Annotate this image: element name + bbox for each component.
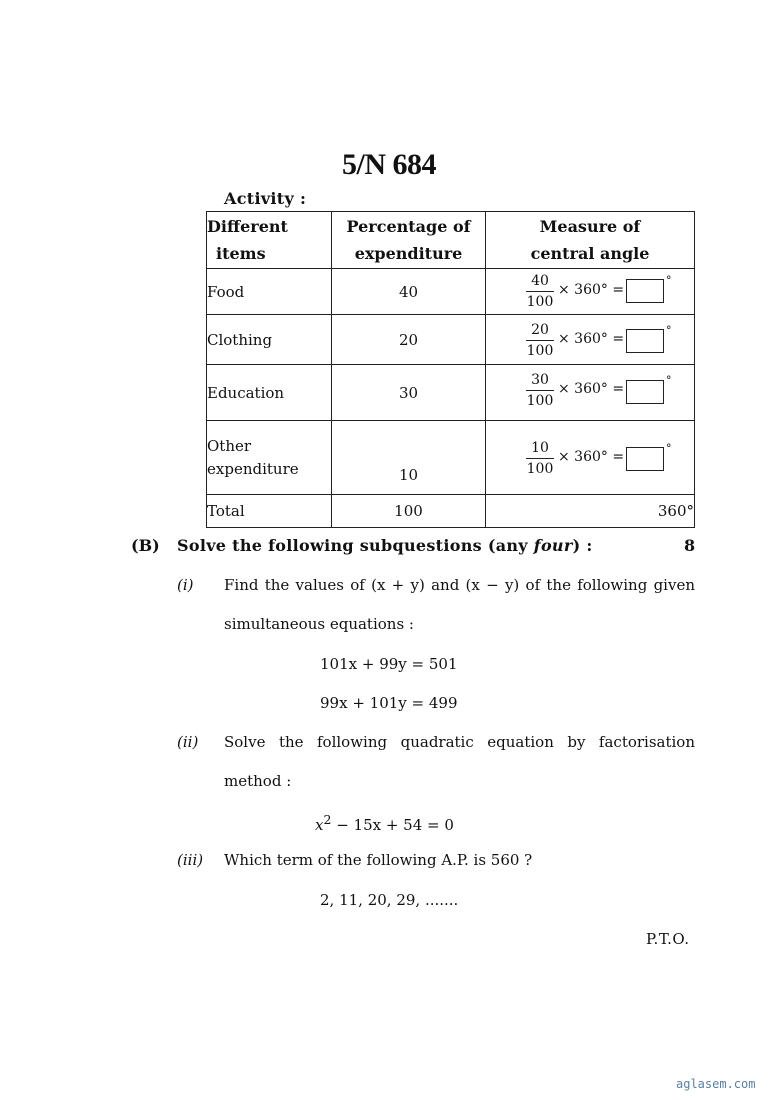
section-b-label: (B) [131,536,160,555]
fraction-denominator: 100 [526,294,554,310]
table-total-row [207,495,695,528]
table-row [207,269,695,315]
percentage-cell: 20 [332,315,486,365]
degree-symbol: ° [666,324,672,337]
total-angle: 360° [486,495,695,528]
table-row [207,315,695,365]
multiplier-text: × 360° = [558,381,625,397]
multiplier-text: × 360° = [558,449,625,465]
fraction [526,273,554,310]
degree-symbol: ° [666,374,672,387]
header-pct-line2: expenditure [354,244,463,263]
eq-variable: x [315,816,324,834]
percentage-cell: 30 [332,365,486,421]
degree-symbol: ° [666,442,672,455]
question-number: (iii) [177,851,204,869]
quadratic-equation [315,812,454,834]
question-number: (i) [177,576,194,594]
item-cell: Education [207,365,332,421]
angle-cell [486,269,695,315]
item-line2: expenditure [207,459,299,478]
header-angle-line2: central angle [530,244,650,263]
fraction-denominator: 100 [526,393,554,409]
instruction-emphasis: four [533,536,573,555]
percentage-cell: 10 [332,421,486,495]
header-items [207,212,332,269]
header-angle-line1: Measure of [539,217,641,236]
question-text: Find the values of (x + y) and (x − y) of the following given [224,576,695,594]
question-text: Which term of the following A.P. is 560 ? [224,851,533,869]
question-text: Solve the following quadratic equation by factorisation [224,733,695,751]
fraction [526,440,554,477]
fraction [526,372,554,409]
header-percentage [332,212,486,269]
fraction [526,322,554,359]
header-angle [486,212,695,269]
equation: 99x + 101y = 499 [320,694,458,712]
degree-symbol: ° [666,274,672,287]
item-cell: Clothing [207,315,332,365]
fraction-denominator: 100 [526,343,554,359]
question-number: (ii) [177,733,199,751]
angle-cell [486,315,695,365]
multiplier-text: × 360° = [558,331,625,347]
table-row [207,365,695,421]
table-header-row [207,212,695,269]
header-pct-line1: Percentage of [346,217,471,236]
question-text-continued: method : [224,772,292,790]
angle-cell [486,365,695,421]
question-text-continued: simultaneous equations : [224,615,414,633]
answer-box[interactable] [626,447,664,471]
section-b-marks: 8 [684,536,696,555]
equation: 101x + 99y = 501 [320,655,458,673]
answer-box[interactable] [626,329,664,353]
header-items-line1: Different [207,217,288,236]
page-code: 5/N 684 [342,148,436,181]
fraction-numerator: 30 [526,372,554,391]
activity-label: Activity : [224,189,307,208]
percentage-cell: 40 [332,269,486,315]
instruction-prefix: Solve the following subquestions (any [177,536,534,555]
item-line1: Other [207,436,252,455]
angle-cell [486,421,695,495]
instruction-suffix: ) : [572,536,593,555]
multiplier-text: × 360° = [558,282,625,298]
pto-label: P.T.O. [646,930,690,948]
answer-box[interactable] [626,380,664,404]
item-cell [207,421,332,495]
fraction-numerator: 20 [526,322,554,341]
expenditure-table [206,211,695,528]
table-row [207,421,695,495]
answer-box[interactable] [626,279,664,303]
total-label: Total [207,495,332,528]
header-items-line2: items [216,244,266,263]
ap-sequence: 2, 11, 20, 29, ....... [320,891,459,909]
item-cell: Food [207,269,332,315]
eq-exponent: 2 [323,812,332,827]
eq-rest: − 15x + 54 = 0 [331,816,454,834]
fraction-denominator: 100 [526,461,554,477]
fraction-numerator: 40 [526,273,554,292]
total-percentage: 100 [332,495,486,528]
section-b-instruction [177,536,593,555]
fraction-numerator: 10 [526,440,554,459]
watermark: aglasem.com [676,1077,756,1091]
